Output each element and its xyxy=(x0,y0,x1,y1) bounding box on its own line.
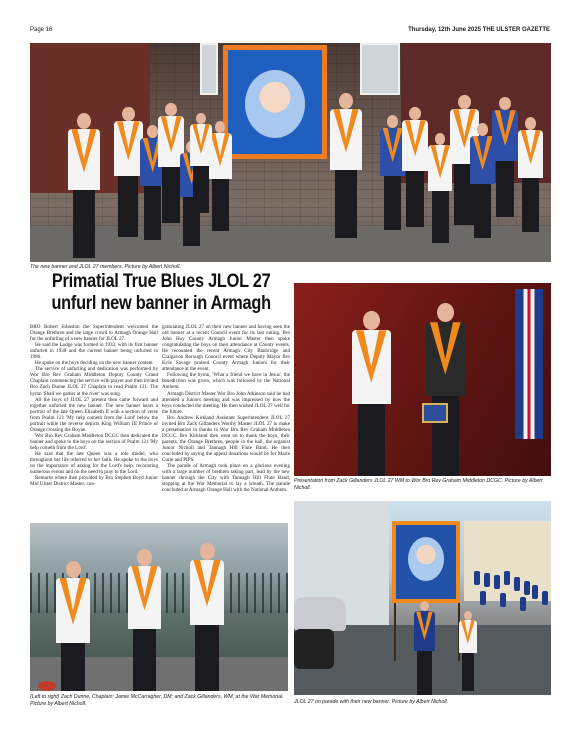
article-column-2 xyxy=(162,324,290,519)
person-figure xyxy=(56,561,90,691)
person-figure xyxy=(68,113,100,258)
marcher xyxy=(500,593,506,607)
person-figure xyxy=(352,311,391,476)
banner-pole xyxy=(394,601,396,661)
person-figure xyxy=(518,117,543,232)
person-figure xyxy=(426,303,465,476)
person-figure xyxy=(128,549,161,691)
marcher xyxy=(484,573,490,587)
article-paragraph: All the boys of JLOL 27 present then came forward and together unfurled the new banner. The new banner bears a portrait of the late Queen Elizabeth II with a section of verse from Psalm 121 'My help cometh from the Lord' below the portrait while the reverse depicts King William III Prince of Orange crossing the Boyne. xyxy=(30,396,158,433)
person-figure xyxy=(190,543,224,691)
article-column-1 xyxy=(30,324,158,519)
framed-picture-gift xyxy=(422,403,448,423)
parked-car xyxy=(294,597,346,631)
window xyxy=(360,43,400,95)
article-paragraph: Armagh District Master Wor Bro John Atkinson said he had attended a Juniors meeting and was impressed by how the boys conducted the meeting. He then wished JLOL 27 well for the future. xyxy=(162,390,290,415)
person-figure xyxy=(330,93,362,238)
dark-car xyxy=(294,629,334,669)
parade-photo xyxy=(294,501,551,695)
officers-photo xyxy=(30,523,288,691)
person-figure xyxy=(114,107,143,237)
article-paragraph: The parade of Armagh took place on a glorious evening with a large number of brethren taking part, lead by the new banner through the City with Tannagh Hill Flute Band, stopping at the War Memorial to lay a wreath. The parade concluded at Armagh Orange Hall with the National Anthem. xyxy=(162,463,290,494)
presentation-photo xyxy=(294,283,551,476)
officers-photo-caption: (Left to right) Zach Dunne, Chaplain; Jamie McCarragher, DM; and Zack Gillanders, WM, at the War Memorial. Picture by Albert Nicholl. xyxy=(30,694,284,707)
person-figure xyxy=(190,113,212,213)
marcher xyxy=(504,571,510,585)
marcher xyxy=(524,581,530,595)
marcher xyxy=(542,591,548,605)
person-figure xyxy=(492,97,518,217)
red-backdrop xyxy=(294,283,551,476)
poppy-wreath xyxy=(38,681,56,691)
top-photo-caption: The new banner and JLOL 27 members. Picture by Albert Nicholl. xyxy=(30,264,181,270)
person-figure xyxy=(402,107,428,227)
person-figure xyxy=(428,133,452,243)
queen-portrait xyxy=(408,537,444,581)
person-figure xyxy=(414,601,435,695)
queen-portrait xyxy=(245,70,305,138)
marcher xyxy=(520,597,526,611)
marcher xyxy=(532,585,538,599)
parade-photo-caption: JLOL 27 on parade with their new banner. Picture by Albert Nicholl. xyxy=(294,699,449,705)
page-header xyxy=(30,27,550,37)
article-paragraph: Wor Bro Rev Graham Middleton DCGC then dedicated the banner and spoke to the boys on the section of Psalm 121 'My help cometh from the Lord'. xyxy=(30,432,158,451)
article-paragraph: Following the hymn, 'What a friend we have in Jesus', the benediction was given, which was followed by the National Anthem. xyxy=(162,372,290,391)
article-paragraph: He said that the late Queen was a role model, who throughout her life referred to her faith. He spoke to the boys on the importance of asking for the Lord's help, recounting numerous events and on the need to pray to the Lord. xyxy=(30,450,158,476)
article-paragraph: BRO Robert Johnston the Superintendent welcomed the Orange Brethren and the large crowd to Armagh Orange Hall for the unfurling of a new banner for JLOL 27. xyxy=(30,324,158,343)
article-paragraph: Remarks where then provided by Bro Stephen Boyd Junior Mid Ulster District Master, con- xyxy=(30,475,158,488)
marcher xyxy=(494,575,500,589)
parade-banner xyxy=(392,521,460,603)
marcher xyxy=(480,591,486,605)
presentation-photo-caption: Presentation from Zack Gillanders JLOL 27 WM to Wor Bro Rev Graham Middleton DCGC. Picture by Albert Nicholl. xyxy=(294,478,543,491)
lodge-banner xyxy=(223,45,327,159)
paper-date-title: Thursday, 12th June 2025 THE ULSTER GAZETTE xyxy=(408,27,550,33)
article-paragraph: He spoke on the boys deciding on the new banner content. xyxy=(35,360,154,367)
marcher xyxy=(474,571,480,585)
group-photo xyxy=(30,43,551,262)
union-flag xyxy=(515,289,543,439)
window xyxy=(200,43,218,95)
article-paragraph: The service of unfurling and dedication was performed by Wor Bro Rev Graham Middleton Deputy County Grand Chaplain commencing the service with prayer and then invited Bro Zach Dunne JLOL 27 Chaplain to read Psalm 121. The hymn 'Shall we gather at the river' was sung. xyxy=(30,366,158,397)
article-headline: Primatial True Blues JLOL 27 unfurl new banner in Armagh xyxy=(51,271,271,314)
article-paragraph: He said the Lodge was formed in 1933, with its first banner unfurled in 1938 and the current banner being unfurled in 1986. xyxy=(30,342,158,361)
article-paragraph: Bro Andrew Kirkland Assistant Superintendent JLOL 27 invited Bro Zack Gillanders Worthy Master JLOL 27 to make a presentation in thanks to Wor Bro Rev Graham Middleton DCGC. Bro Kirkland then went on to thank the boys, their parents, the Orange Brethren, people in the hall, the organist Junior Nicholl and Tannagh Hill Flute Band. He then concluded by saying the appeal donations would be for Marie Curie and PIPS. xyxy=(162,414,290,464)
article-paragraph: gratulating JLOL 27 on their new banner and having seen the old banner at a recent Council event for its last outing. Bro John Hoy County Armagh Junior Master then spoke congratulating the boys on their attendance at County events. He recounted the recent Armagh City Banbridge and Craigavon Borough Council event where Deputy Mayor Bro Kyle Savage praised County Armagh Juniors for their attendance at the event. xyxy=(162,324,290,373)
person-figure xyxy=(459,611,477,691)
marcher xyxy=(514,577,520,591)
page-number: Page 16 xyxy=(30,27,53,33)
